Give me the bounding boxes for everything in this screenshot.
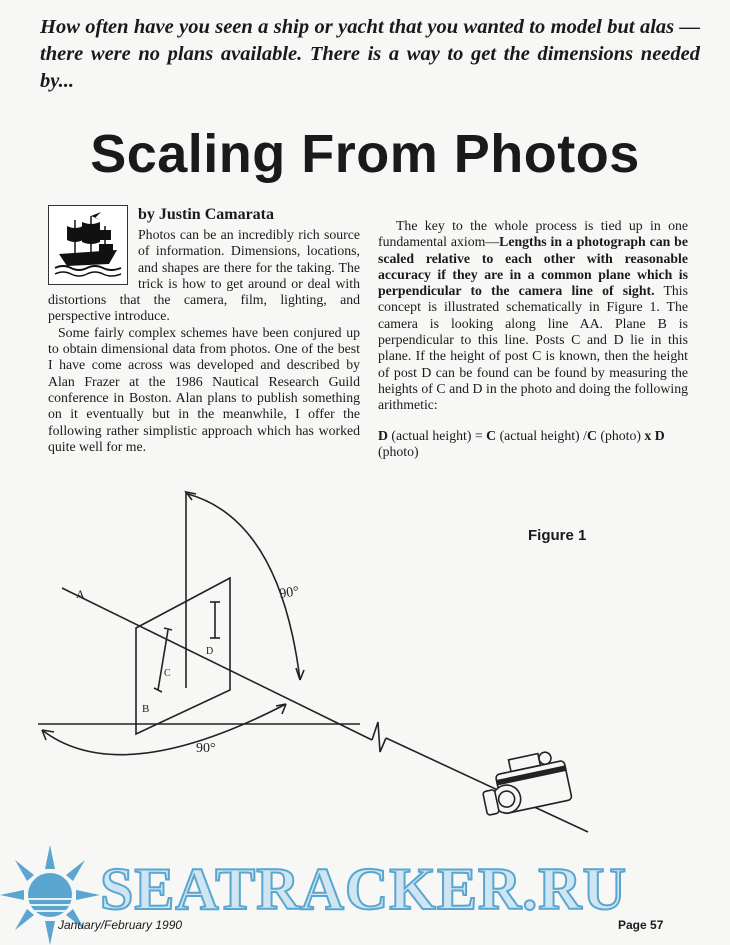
angle-label-top: 90°: [278, 584, 300, 602]
paragraph-2: Some fairly complex schemes have been conjured up to obtain dimensional data from photos. One of the best I have come across was developed and described by Alan Frazer at the 1986 Nautical Research Guild conference in Boston. Alan plans to publish something on it eventually but in the meanwhile, I offer the following rather simplistic approach which has worked quite well for me.: [48, 324, 360, 454]
ship-logo-icon: [48, 205, 128, 285]
watermark: SEATRACKER.RU: [100, 856, 627, 922]
left-column: [48, 205, 360, 455]
byline: by Justin Camarata: [138, 206, 275, 223]
formula-c-photo: C: [586, 427, 597, 443]
formula-text-2: (actual height) /: [496, 427, 587, 443]
figure-1-diagram: [0, 470, 730, 850]
intro-deck: How often have you seen a ship or yacht that you wanted to model but alas — there were no plans available. There is a way to get the dimensions needed by...: [40, 16, 700, 92]
angle-label-bottom: 90°: [196, 741, 216, 756]
formula-d-photo: D: [651, 427, 665, 443]
paragraph-1: Photos can be an incredibly rich source of information. Dimensions, locations, and shapes are there for the taking. The trick is how to get around or deal with distortions that the camera, film, lighting, and perspective introduce.: [48, 227, 360, 324]
page-number: Page 57: [618, 918, 664, 932]
formula-text-3: (photo): [596, 427, 645, 443]
formula-text-4: (photo): [378, 443, 419, 459]
axiom-text: Lengths in a photograph can be scaled relative to each other with reasonable accuracy if they are in a common plane which is perpendicular to the camera line of sight.: [378, 234, 688, 299]
formula-d: D: [378, 427, 388, 443]
mark-b: B: [142, 703, 150, 715]
figure-label: Figure 1: [528, 527, 587, 544]
article-headline: Scaling From Photos: [90, 124, 640, 184]
mark-d: D: [206, 646, 214, 657]
formula-c: C: [486, 427, 497, 443]
issue-date: January/February 1990: [58, 918, 183, 932]
paragraph-3: [378, 218, 688, 414]
right-column: [378, 218, 688, 460]
scaling-formula: [378, 428, 688, 461]
mark-a: A: [76, 587, 85, 601]
axiom-lead: The key to the whole process is tied up in one fundamental axiom—: [378, 218, 688, 250]
axiom-explanation: This concept is illustrated schematically in Figure 1. The camera is looking along line AA. Plane B is perpendicular to this line. Posts C and D lie in this plane. If the height of post C is known, then the height of post D can be found can be found by measuring the heights of C and D in the photo and doing the following arithmetic:: [378, 283, 688, 413]
formula-text-1: (actual height) =: [387, 427, 487, 443]
mark-c: C: [164, 668, 171, 679]
formula-times: x: [644, 427, 652, 443]
